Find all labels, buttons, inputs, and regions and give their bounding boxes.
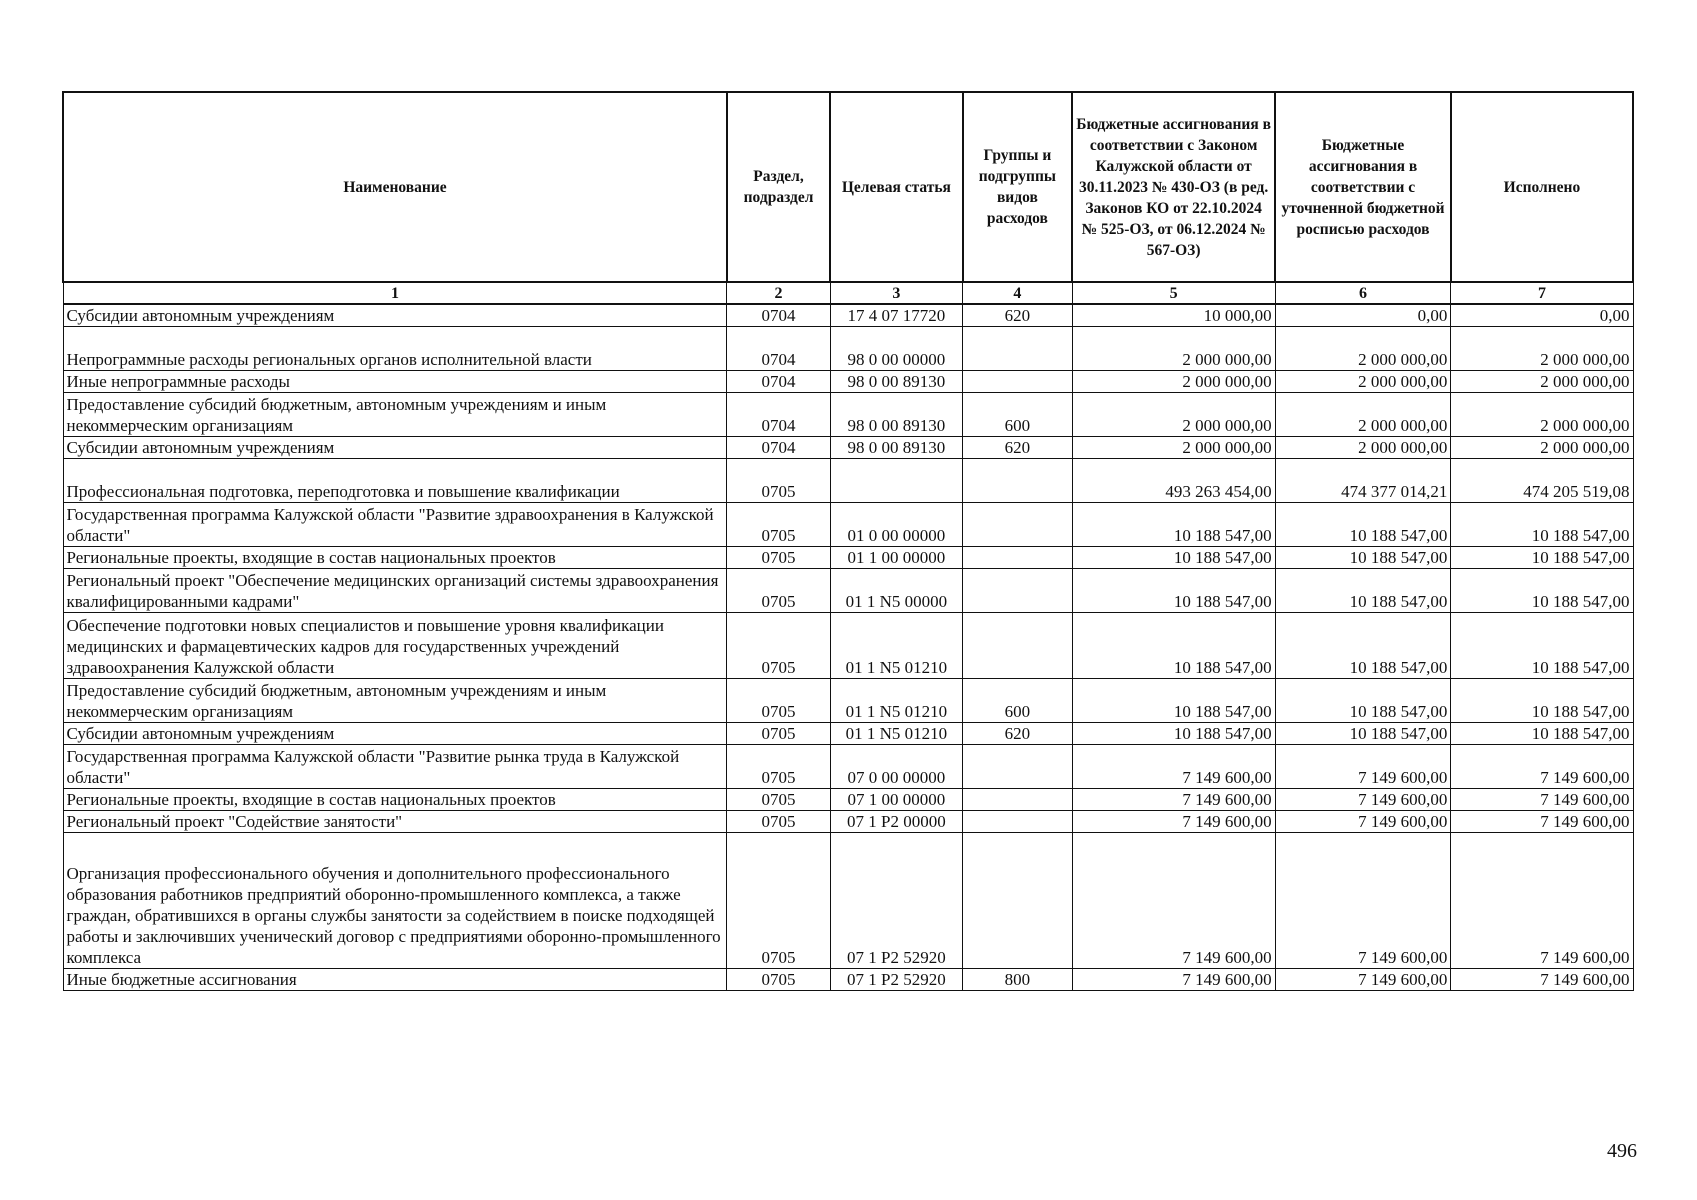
row-executed-amount: 7 149 600,00 xyxy=(1451,789,1633,811)
row-law-amount: 10 188 547,00 xyxy=(1072,569,1275,613)
header-executed: Исполнено xyxy=(1451,92,1633,282)
column-number: 5 xyxy=(1072,282,1275,304)
row-name: Региональный проект "Содействие занятости" xyxy=(63,811,727,833)
row-law-amount: 10 188 547,00 xyxy=(1072,613,1275,679)
row-name: Предоставление субсидий бюджетным, автономным учреждениям и иным некоммерческим организациям xyxy=(63,679,727,723)
row-section: 0705 xyxy=(727,503,830,547)
row-executed-amount: 7 149 600,00 xyxy=(1451,745,1633,789)
table-row xyxy=(63,547,1633,569)
row-law-amount: 2 000 000,00 xyxy=(1072,393,1275,437)
page-number: 496 xyxy=(1607,1140,1637,1162)
row-section: 0704 xyxy=(727,437,830,459)
row-executed-amount: 474 205 519,08 xyxy=(1451,459,1633,503)
row-law-amount: 7 149 600,00 xyxy=(1072,833,1275,969)
row-law-amount: 7 149 600,00 xyxy=(1072,789,1275,811)
row-section: 0705 xyxy=(727,569,830,613)
row-group xyxy=(963,371,1072,393)
budget-table xyxy=(62,91,1634,991)
row-group xyxy=(963,327,1072,371)
row-executed-amount: 2 000 000,00 xyxy=(1451,437,1633,459)
row-target xyxy=(830,459,963,503)
row-target: 07 0 00 00000 xyxy=(830,745,963,789)
row-section: 0705 xyxy=(727,969,830,991)
row-executed-amount: 0,00 xyxy=(1451,304,1633,327)
row-executed-amount: 2 000 000,00 xyxy=(1451,327,1633,371)
column-number: 6 xyxy=(1275,282,1451,304)
header-name: Наименование xyxy=(63,92,727,282)
row-section: 0704 xyxy=(727,393,830,437)
header-law: Бюджетные ассигнования в соответствии с Законом Калужской области от 30.11.2023 № 430-ОЗ (в ред. Законов КО от 22.10.2024 № 525-ОЗ, от 06.12.2024 № 567-ОЗ) xyxy=(1072,92,1275,282)
row-section: 0705 xyxy=(727,745,830,789)
column-number: 2 xyxy=(727,282,830,304)
row-group: 620 xyxy=(963,723,1072,745)
row-refined-amount: 7 149 600,00 xyxy=(1275,811,1451,833)
table-row xyxy=(63,304,1633,327)
row-law-amount: 10 188 547,00 xyxy=(1072,547,1275,569)
row-executed-amount: 10 188 547,00 xyxy=(1451,503,1633,547)
row-target: 98 0 00 89130 xyxy=(830,371,963,393)
row-executed-amount: 7 149 600,00 xyxy=(1451,833,1633,969)
table-row xyxy=(63,459,1633,503)
row-law-amount: 7 149 600,00 xyxy=(1072,745,1275,789)
row-executed-amount: 2 000 000,00 xyxy=(1451,393,1633,437)
row-name: Субсидии автономным учреждениям xyxy=(63,304,727,327)
row-section: 0705 xyxy=(727,723,830,745)
column-number: 4 xyxy=(963,282,1072,304)
row-name: Региональный проект "Обеспечение медицинских организаций системы здравоохранения квалифицированными кадрами" xyxy=(63,569,727,613)
header-target: Целевая статья xyxy=(830,92,963,282)
row-executed-amount: 10 188 547,00 xyxy=(1451,569,1633,613)
row-target: 17 4 07 17720 xyxy=(830,304,963,327)
row-target: 01 1 N5 00000 xyxy=(830,569,963,613)
column-number: 3 xyxy=(830,282,963,304)
row-name: Субсидии автономным учреждениям xyxy=(63,723,727,745)
row-refined-amount: 7 149 600,00 xyxy=(1275,745,1451,789)
table-row xyxy=(63,679,1633,723)
row-section: 0704 xyxy=(727,304,830,327)
row-executed-amount: 7 149 600,00 xyxy=(1451,811,1633,833)
row-name: Иные бюджетные ассигнования xyxy=(63,969,727,991)
row-name: Государственная программа Калужской области "Развитие здравоохранения в Калужской области" xyxy=(63,503,727,547)
row-refined-amount: 7 149 600,00 xyxy=(1275,789,1451,811)
row-law-amount: 2 000 000,00 xyxy=(1072,371,1275,393)
row-law-amount: 10 188 547,00 xyxy=(1072,679,1275,723)
row-executed-amount: 2 000 000,00 xyxy=(1451,371,1633,393)
row-refined-amount: 10 188 547,00 xyxy=(1275,613,1451,679)
row-group: 600 xyxy=(963,393,1072,437)
table-row xyxy=(63,503,1633,547)
table-row xyxy=(63,613,1633,679)
table-row xyxy=(63,569,1633,613)
row-refined-amount: 10 188 547,00 xyxy=(1275,503,1451,547)
row-name: Обеспечение подготовки новых специалистов и повышение уровня квалификации медицинских и фармацевтических кадров для государственных учреждений здравоохранения Калужской области xyxy=(63,613,727,679)
row-target: 07 1 P2 52920 xyxy=(830,833,963,969)
row-refined-amount: 2 000 000,00 xyxy=(1275,437,1451,459)
row-refined-amount: 10 188 547,00 xyxy=(1275,679,1451,723)
row-executed-amount: 10 188 547,00 xyxy=(1451,547,1633,569)
row-target: 01 1 N5 01210 xyxy=(830,679,963,723)
row-law-amount: 493 263 454,00 xyxy=(1072,459,1275,503)
row-refined-amount: 2 000 000,00 xyxy=(1275,327,1451,371)
row-law-amount: 10 000,00 xyxy=(1072,304,1275,327)
row-name: Профессиональная подготовка, переподготовка и повышение квалификации xyxy=(63,459,727,503)
row-refined-amount: 0,00 xyxy=(1275,304,1451,327)
row-executed-amount: 10 188 547,00 xyxy=(1451,679,1633,723)
row-group: 800 xyxy=(963,969,1072,991)
table-row xyxy=(63,723,1633,745)
row-target: 07 1 00 00000 xyxy=(830,789,963,811)
row-name: Непрограммные расходы региональных органов исполнительной власти xyxy=(63,327,727,371)
row-group xyxy=(963,547,1072,569)
table-row xyxy=(63,969,1633,991)
row-target: 01 0 00 00000 xyxy=(830,503,963,547)
row-target: 98 0 00 89130 xyxy=(830,437,963,459)
row-section: 0704 xyxy=(727,371,830,393)
row-executed-amount: 10 188 547,00 xyxy=(1451,723,1633,745)
row-refined-amount: 7 149 600,00 xyxy=(1275,833,1451,969)
table-body xyxy=(63,304,1633,991)
row-target: 07 1 P2 00000 xyxy=(830,811,963,833)
table-row xyxy=(63,393,1633,437)
row-section: 0704 xyxy=(727,327,830,371)
row-target: 98 0 00 00000 xyxy=(830,327,963,371)
row-target: 01 1 00 00000 xyxy=(830,547,963,569)
row-refined-amount: 10 188 547,00 xyxy=(1275,723,1451,745)
header-section: Раздел, подраздел xyxy=(727,92,830,282)
row-target: 07 1 P2 52920 xyxy=(830,969,963,991)
table-header xyxy=(63,92,1633,304)
row-law-amount: 7 149 600,00 xyxy=(1072,811,1275,833)
row-name: Предоставление субсидий бюджетным, автономным учреждениям и иным некоммерческим организациям xyxy=(63,393,727,437)
row-refined-amount: 7 149 600,00 xyxy=(1275,969,1451,991)
column-number: 1 xyxy=(63,282,727,304)
row-target: 01 1 N5 01210 xyxy=(830,723,963,745)
row-section: 0705 xyxy=(727,833,830,969)
row-name: Субсидии автономным учреждениям xyxy=(63,437,727,459)
row-section: 0705 xyxy=(727,811,830,833)
row-law-amount: 7 149 600,00 xyxy=(1072,969,1275,991)
row-section: 0705 xyxy=(727,613,830,679)
header-refined: Бюджетные ассигнования в соответствии с уточненной бюджетной росписью расходов xyxy=(1275,92,1451,282)
row-group: 600 xyxy=(963,679,1072,723)
row-target: 01 1 N5 01210 xyxy=(830,613,963,679)
row-law-amount: 2 000 000,00 xyxy=(1072,327,1275,371)
row-refined-amount: 2 000 000,00 xyxy=(1275,393,1451,437)
row-refined-amount: 10 188 547,00 xyxy=(1275,547,1451,569)
table-row xyxy=(63,811,1633,833)
row-section: 0705 xyxy=(727,679,830,723)
table-row xyxy=(63,745,1633,789)
row-group xyxy=(963,613,1072,679)
row-executed-amount: 10 188 547,00 xyxy=(1451,613,1633,679)
row-group: 620 xyxy=(963,437,1072,459)
row-name: Региональные проекты, входящие в состав национальных проектов xyxy=(63,547,727,569)
row-name: Региональные проекты, входящие в состав национальных проектов xyxy=(63,789,727,811)
row-group xyxy=(963,811,1072,833)
header-groups: Группы и подгруппы видов расходов xyxy=(963,92,1072,282)
row-name: Организация профессионального обучения и дополнительного профессионального образования работников предприятий оборонно-промышленного комплекса, а также граждан, обратившихся в органы службы занятости за содействием в поиске подходящей работы и заключивших ученический договор с предприятиями оборонно-промышленного комплекса xyxy=(63,833,727,969)
row-section: 0705 xyxy=(727,547,830,569)
row-target: 98 0 00 89130 xyxy=(830,393,963,437)
row-group: 620 xyxy=(963,304,1072,327)
row-name: Иные непрограммные расходы xyxy=(63,371,727,393)
table-row xyxy=(63,833,1633,969)
row-group xyxy=(963,459,1072,503)
row-executed-amount: 7 149 600,00 xyxy=(1451,969,1633,991)
table-row xyxy=(63,789,1633,811)
row-group xyxy=(963,789,1072,811)
table-row xyxy=(63,371,1633,393)
row-refined-amount: 2 000 000,00 xyxy=(1275,371,1451,393)
table-row xyxy=(63,327,1633,371)
row-section: 0705 xyxy=(727,789,830,811)
row-section: 0705 xyxy=(727,459,830,503)
column-number: 7 xyxy=(1451,282,1633,304)
row-group xyxy=(963,503,1072,547)
row-group xyxy=(963,569,1072,613)
row-refined-amount: 10 188 547,00 xyxy=(1275,569,1451,613)
row-law-amount: 2 000 000,00 xyxy=(1072,437,1275,459)
table-row xyxy=(63,437,1633,459)
row-group xyxy=(963,745,1072,789)
row-name: Государственная программа Калужской области "Развитие рынка труда в Калужской области" xyxy=(63,745,727,789)
row-refined-amount: 474 377 014,21 xyxy=(1275,459,1451,503)
row-law-amount: 10 188 547,00 xyxy=(1072,723,1275,745)
row-group xyxy=(963,833,1072,969)
row-law-amount: 10 188 547,00 xyxy=(1072,503,1275,547)
